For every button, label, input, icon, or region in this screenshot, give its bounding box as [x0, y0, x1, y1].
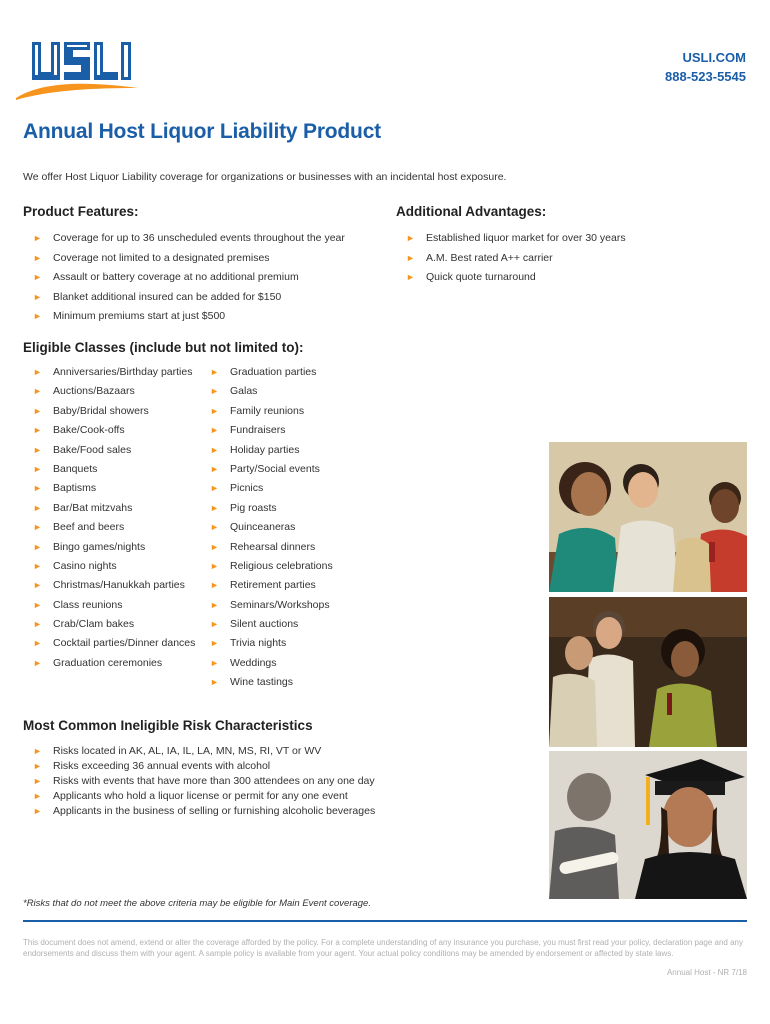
list-item: ► Christmas/Hanukkah parties: [33, 579, 185, 592]
bullet-arrow-icon: ►: [33, 761, 42, 771]
bullet-arrow-icon: ►: [33, 580, 42, 591]
list-item: ► Seminars/Workshops: [210, 598, 330, 611]
list-item: ► Coverage not limited to a designated premises: [33, 251, 270, 264]
website-link[interactable]: USLI.COM: [682, 50, 746, 65]
list-item: ► Graduation ceremonies: [33, 656, 163, 669]
list-item: ► Religious celebrations: [210, 559, 333, 572]
list-item: ► Fundraisers: [210, 424, 286, 437]
list-item: ► Graduation parties: [210, 366, 317, 378]
bullet-arrow-icon: ►: [33, 806, 42, 816]
ineligible-heading: Most Common Ineligible Risk Characteristics: [23, 718, 313, 733]
eligibility-note: *Risks that do not meet the above criteria may be eligible for Main Event coverage.: [23, 898, 371, 909]
bullet-arrow-icon: ►: [210, 541, 219, 552]
list-item: ► Trivia nights: [210, 637, 287, 650]
list-item: ► Galas: [210, 385, 258, 398]
bullet-arrow-icon: ►: [33, 252, 42, 263]
bullet-arrow-icon: ►: [210, 560, 219, 571]
bullet-arrow-icon: ►: [210, 522, 219, 533]
list-item: ► Bingo games/nights: [33, 540, 146, 553]
bullet-arrow-icon: ►: [33, 463, 42, 474]
list-item: ► Auctions/Bazaars: [33, 385, 135, 398]
list-item: ► Holiday parties: [210, 443, 300, 456]
list-item: ► Established liquor market for over 30 years: [406, 232, 626, 244]
list-item: ► Beef and beers: [33, 521, 125, 534]
list-item: ► Quick quote turnaround: [406, 271, 536, 283]
bullet-arrow-icon: ►: [33, 444, 42, 455]
bullet-arrow-icon: ►: [33, 425, 42, 436]
bullet-arrow-icon: ►: [33, 483, 42, 494]
bullet-arrow-icon: ►: [33, 522, 42, 533]
list-item: ► Family reunions: [210, 404, 305, 417]
list-item: ► Minimum premiums start at just $500: [33, 310, 226, 322]
features-heading: Product Features:: [23, 204, 139, 219]
bullet-arrow-icon: ►: [210, 444, 219, 455]
list-item: ► Wine tastings: [210, 676, 294, 689]
features-list: [23, 231, 393, 329]
list-item: ► Party/Social events: [210, 462, 320, 475]
disclaimer-text: This document does not amend, extend or alter the coverage afforded by the policy. For a complete understanding of any insurance you purchase, you must first read your policy, declaration page and any endorsements and discuss them with your agent. A sample policy is available from your agent. Your actual policy conditions may be amended by endorsement or affected by state laws.: [23, 938, 743, 958]
list-item: ► Bake/Food sales: [33, 443, 132, 456]
classes-heading: Eligible Classes (include but not limited to):: [23, 340, 304, 355]
classes-list-column-1: [23, 365, 203, 675]
list-item: ► Anniversaries/Birthday parties: [33, 366, 193, 378]
bullet-arrow-icon: ►: [406, 272, 415, 282]
list-item: ► Blanket additional insured can be added for $150: [33, 290, 282, 303]
bullet-arrow-icon: ►: [33, 791, 42, 801]
bullet-arrow-icon: ►: [210, 638, 219, 649]
bullet-arrow-icon: ►: [210, 619, 219, 630]
list-item: ► Risks with events that have more than 300 attendees on any one day: [33, 775, 375, 787]
list-item: ► Pig roasts: [210, 501, 277, 514]
bullet-arrow-icon: ►: [33, 367, 42, 377]
bullet-arrow-icon: ►: [33, 502, 42, 513]
list-item: ► Quinceaneras: [210, 521, 296, 534]
bullet-arrow-icon: ►: [33, 272, 42, 282]
list-item: ► Retirement parties: [210, 579, 316, 592]
bullet-arrow-icon: ►: [33, 311, 42, 321]
bullet-arrow-icon: ►: [210, 463, 219, 474]
bullet-arrow-icon: ►: [210, 425, 219, 436]
intro-text: We offer Host Liquor Liability coverage for organizations or businesses with an incidental host exposure.: [23, 171, 507, 183]
bullet-arrow-icon: ►: [33, 746, 42, 756]
list-item: ► Casino nights: [33, 559, 117, 572]
bullet-arrow-icon: ►: [33, 405, 42, 416]
bullet-arrow-icon: ►: [210, 657, 219, 668]
list-item: ► Bar/Bat mitzvahs: [33, 501, 133, 514]
bullet-arrow-icon: ►: [33, 657, 42, 668]
list-item: ► Rehearsal dinners: [210, 540, 316, 553]
bullet-arrow-icon: ►: [33, 233, 42, 243]
list-item: ► Banquets: [33, 462, 98, 475]
bullet-arrow-icon: ►: [210, 405, 219, 416]
usli-logo-icon: [14, 36, 140, 102]
phone-number[interactable]: 888-523-5545: [665, 69, 746, 84]
bullet-arrow-icon: ►: [210, 386, 219, 397]
advantages-heading: Additional Advantages:: [396, 204, 547, 219]
list-item: ► Picnics: [210, 482, 264, 495]
bullet-arrow-icon: ►: [33, 638, 42, 649]
list-item: ► Baptisms: [33, 482, 97, 495]
list-item: ► Silent auctions: [210, 618, 299, 631]
list-item: ► Assault or battery coverage at no additional premium: [33, 271, 299, 283]
bullet-arrow-icon: ►: [406, 252, 415, 263]
bullet-arrow-icon: ►: [33, 776, 42, 786]
list-item: ► Applicants in the business of selling or furnishing alcoholic beverages: [33, 805, 376, 817]
bullet-arrow-icon: ►: [210, 367, 219, 377]
list-item: ► Weddings: [210, 656, 277, 669]
usli-logo: [14, 36, 140, 102]
list-item: ► Crab/Clam bakes: [33, 618, 135, 631]
list-item: ► Applicants who hold a liquor license or permit for any one event: [33, 790, 348, 802]
bullet-arrow-icon: ►: [210, 677, 219, 688]
bullet-arrow-icon: ►: [210, 483, 219, 494]
page-title: Annual Host Liquor Liability Product: [23, 120, 381, 143]
bullet-arrow-icon: ►: [33, 541, 42, 552]
list-item: ► Class reunions: [33, 598, 123, 611]
bullet-arrow-icon: ►: [33, 291, 42, 302]
bullet-arrow-icon: ►: [33, 619, 42, 630]
advantages-list: [396, 231, 696, 290]
bullet-arrow-icon: ►: [210, 580, 219, 591]
party-guests-photo: [549, 442, 747, 592]
ineligible-list: [23, 744, 383, 819]
list-item: ► Cocktail parties/Dinner dances: [33, 637, 196, 650]
list-item: ► Bake/Cook-offs: [33, 424, 125, 437]
graduate-photo: [549, 751, 747, 899]
list-item: ► Risks exceeding 36 annual events with alcohol: [33, 760, 271, 772]
contact-block: [665, 48, 746, 86]
list-item: ► Baby/Bridal showers: [33, 404, 149, 417]
wine-tasting-photo: [549, 597, 747, 747]
bullet-arrow-icon: ►: [406, 233, 415, 243]
bullet-arrow-icon: ►: [33, 560, 42, 571]
list-item: ► Risks located in AK, AL, IA, IL, LA, MN, MS, RI, VT or WV: [33, 745, 322, 757]
classes-list-column-2: [200, 365, 370, 695]
divider: [23, 920, 747, 922]
bullet-arrow-icon: ►: [33, 599, 42, 610]
bullet-arrow-icon: ►: [210, 599, 219, 610]
form-code: Annual Host - NR 7/18: [666, 968, 747, 977]
bullet-arrow-icon: ►: [33, 386, 42, 397]
list-item: ► Coverage for up to 36 unscheduled events throughout the year: [33, 232, 345, 244]
bullet-arrow-icon: ►: [210, 502, 219, 513]
list-item: ► A.M. Best rated A++ carrier: [406, 251, 553, 264]
